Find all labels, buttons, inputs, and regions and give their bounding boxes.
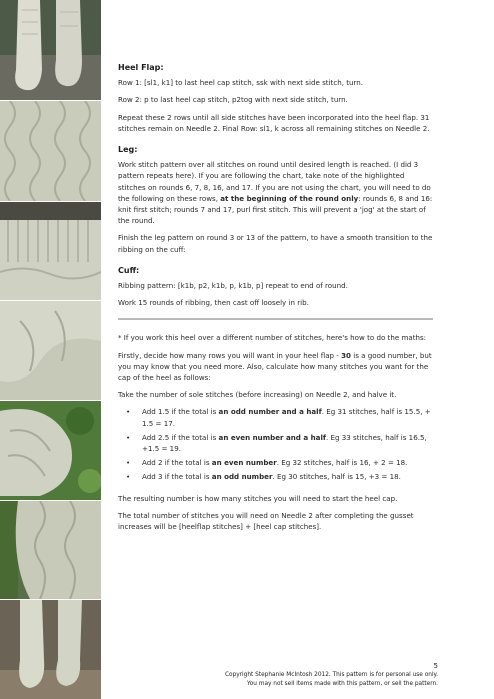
bullet-post: . Eg 32 stitches, half is 16, + 2 = 18.	[276, 458, 408, 468]
list-item	[132, 406, 433, 428]
photo-socks-standing	[0, 600, 101, 699]
list-item	[132, 471, 433, 482]
photo-ribbing	[0, 202, 101, 300]
page-footer	[225, 662, 438, 689]
note-firstly	[118, 350, 433, 384]
heel-flap-row1: Row 1: [sl1, k1] to last heel cap stitch, ssk with next side stitch, turn.	[118, 78, 364, 88]
note-take: Take the number of sole stitches (before increasing) on Needle 2, and halve it.	[118, 390, 397, 400]
leg-heading: Leg:	[118, 145, 138, 155]
bullet-bold: an even number and a half	[218, 432, 326, 442]
page-number: 5	[433, 662, 438, 670]
leg-text-bold: at the beginning of the round only	[220, 193, 359, 203]
photo-strip	[0, 0, 101, 699]
photo-socks-top	[0, 0, 101, 100]
note-intro: * If you work this heel over a different number of stitches, here's how to do the maths:	[118, 333, 427, 343]
leg-text-start: Work stitch pattern over all stitches on round until desired length is reached. (I did 3 pattern repeats here). If you are following the chart, take note of the highlighted stitches on rounds 6, 7, 8, 16, and 17. If you are not using the chart, you will need to do the following on these rows,	[118, 160, 431, 203]
section-divider	[118, 318, 433, 320]
photo-heel	[0, 301, 101, 400]
firstly-start: Firstly, decide how many rows you will want in your heel flap -	[118, 350, 342, 360]
list-item	[132, 432, 433, 454]
bullet-bold: an odd number and a half	[218, 407, 322, 417]
leg-section	[118, 144, 433, 255]
firstly-bold: 30	[341, 350, 351, 360]
cuff-heading: Cuff:	[118, 265, 140, 275]
bullet-pre: Add 2 if the total is	[142, 458, 212, 468]
bullet-bold: an odd number	[211, 472, 273, 482]
usage-notice: You may not sell items made with this pattern, or sell the pattern.	[246, 681, 438, 687]
note-result: The resulting number is how many stitches you will need to start the heel cap.	[118, 493, 398, 503]
pattern-content	[118, 62, 433, 538]
leg-instructions	[118, 159, 433, 226]
note-total: The total number of stitches you will need on Needle 2 after completing the gusset increases will be [heelflap stitches] + [heel cap stitches].	[118, 510, 414, 532]
cuff-section	[118, 265, 433, 309]
bullet-pre: Add 1.5 if the total is	[142, 407, 219, 417]
firstly-end: is a good number, but you may know that you need more. Also, calculate how many stitches you want for the cap of the heel as follows:	[118, 350, 432, 383]
heel-flap-repeat: Repeat these 2 rows until all side stitches have been incorporated into the heel flap. 31 stitches remain on Needle 2. Final Row: sl1, k across all remaining stitches on Needle 2.	[118, 112, 430, 133]
cuff-work: Work 15 rounds of ribbing, then cast off loosely in rib.	[118, 298, 309, 308]
bullet-list	[118, 406, 433, 482]
bullet-pre: Add 3 if the total is	[142, 472, 212, 482]
photo-cable-detail	[0, 101, 101, 201]
bullet-post: . Eg 30 stitches, half is 15, +3 = 18.	[272, 472, 401, 482]
bullet-post: . Eg 33 stitches, half is 16.5, +1.5 = 19.	[142, 432, 427, 454]
list-item	[132, 457, 433, 468]
leg-finish: Finish the leg pattern on round 3 or 13 of the pattern, to have a smooth transition to the ribbing on the cuff:	[118, 233, 433, 254]
photo-sock-garden	[0, 401, 101, 500]
bullet-bold: an even number	[211, 458, 277, 468]
cuff-ribbing: Ribbing pattern: [k1b, p2, k1b, p, k1b, p] repeat to end of round.	[118, 281, 348, 291]
maths-note	[118, 332, 433, 532]
heel-flap-row2: Row 2: p to last heel cap stitch, p2tog with next side stitch, turn.	[118, 95, 348, 105]
heel-flap-section	[118, 62, 433, 134]
photo-leg-cables	[0, 501, 101, 599]
bullet-pre: Add 2.5 if the total is	[142, 432, 219, 442]
leg-text-end: : rounds 6, 8 and 16: knit first stitch; rounds 7 and 17, purl first stitch. This will prevent a 'jog' at the start of the round.	[118, 193, 433, 226]
copyright-line: Copyright Stephanie McIntosh 2012. This pattern is for personal use only.	[224, 672, 438, 678]
heel-flap-heading: Heel Flap:	[118, 63, 164, 72]
bullet-post: . Eg 31 stitches, half is 15.5, + 1.5 = 17.	[142, 407, 431, 428]
